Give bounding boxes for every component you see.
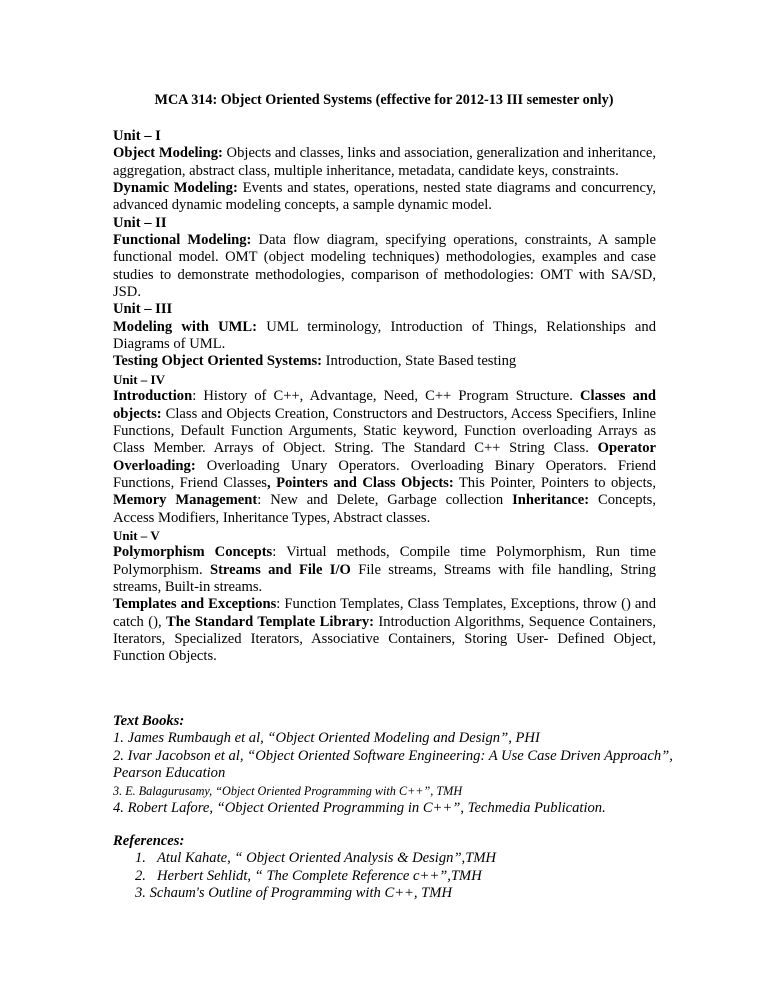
references-section xyxy=(113,833,673,903)
templates-heading: Templates and Exceptions xyxy=(113,596,277,613)
object-modeling-heading: Object Modeling: xyxy=(113,145,223,162)
reference-number: 1. xyxy=(135,850,146,867)
cpp-paragraph xyxy=(113,388,656,527)
inheritance-text: Concepts, Access Modifiers, Inheritance Types, Abstract classes. xyxy=(113,492,656,526)
unit-1-heading: Unit – I xyxy=(113,128,161,144)
pointers-text: This Pointer, Pointers to objects, xyxy=(453,474,656,491)
references-heading: References: xyxy=(113,833,185,849)
introduction-heading: Introduction xyxy=(113,388,193,405)
object-modeling-paragraph xyxy=(113,145,656,180)
polymorphism-text: : Virtual methods, Compile time Polymorphism, Run time Polymorphism. xyxy=(113,544,656,578)
pointers-heading: , Pointers and Class Objects: xyxy=(266,474,454,491)
functional-modeling-heading: Functional Modeling: xyxy=(113,232,252,249)
reference-item xyxy=(113,885,673,902)
text-books-section xyxy=(113,713,673,817)
memory-management-text: : New and Delete, Garbage collection xyxy=(257,492,513,509)
functional-modeling-text: Data flow diagram, specifying operations, constraints, A sample functional model. OMT (object modeling techniques) methodologies, examples and case studies to demonstrate methodologies, comparison of methodologies: OMT with SA/SD, JSD. xyxy=(113,232,657,301)
syllabus-content xyxy=(113,128,656,666)
templates-paragraph xyxy=(113,596,656,665)
reference-text: Herbert Sehlidt, “ The Complete Reference c++”,TMH xyxy=(157,867,482,884)
stl-heading: The Standard Template Library: xyxy=(166,613,374,630)
testing-heading: Testing Object Oriented Systems: xyxy=(113,353,323,370)
reference-number: 2. xyxy=(135,867,146,884)
templates-text: : Function Templates, Class Templates, Exceptions, throw () and catch (), xyxy=(113,596,656,630)
text-book-item: 3. E. Balagurusamy, “Object Oriented Programming with C++”, TMH xyxy=(113,783,463,798)
dynamic-modeling-heading: Dynamic Modeling: xyxy=(113,180,238,197)
reference-text: Atul Kahate, “ Object Oriented Analysis & Design”,TMH xyxy=(157,850,497,867)
text-book-item: 1. James Rumbaugh et al, “Object Oriented Modeling and Design”, PHI xyxy=(113,730,540,747)
uml-heading: Modeling with UML: xyxy=(113,318,258,335)
dynamic-modeling-paragraph xyxy=(113,180,656,215)
testing-text: Introduction, State Based testing xyxy=(322,353,517,370)
text-books-heading: Text Books: xyxy=(113,713,185,729)
uml-text: UML terminology, Introduction of Things, Relationships and Diagrams of UML. xyxy=(113,318,656,353)
text-book-item: 4. Robert Lafore, “Object Oriented Programming in C++”, Techmedia Publication. xyxy=(113,800,606,817)
memory-management-heading: Memory Management xyxy=(113,492,258,509)
functional-modeling-paragraph xyxy=(113,232,656,301)
polymorphism-paragraph xyxy=(113,544,656,596)
reference-item xyxy=(113,868,673,885)
dynamic-modeling-text: Events and states, operations, nested state diagrams and concurrency, advanced dynamic modeling concepts, a sample dynamic model. xyxy=(113,180,657,214)
inheritance-heading: Inheritance: xyxy=(512,492,590,509)
operator-overloading-text: Overloading Unary Operators. Overloading Binary Operators. Friend Functions, Friend Classes xyxy=(113,457,656,491)
streams-text: File streams, Streams with file handling, String streams, Built-in streams. xyxy=(113,561,656,595)
classes-objects-heading: Classes and objects: xyxy=(113,388,656,422)
streams-heading: Streams and File I/O xyxy=(209,561,351,578)
object-modeling-text: Objects and classes, links and association, generalization and inheritance, aggregation, abstract class, multiple inheritance, metadata, candidate keys, constraints. xyxy=(113,145,656,179)
text-book-item: 2. Ivar Jacobson et al, “Object Oriented Software Engineering: A Use Case Driven Approach”, Pearson Education xyxy=(113,747,673,782)
introduction-text: : History of C++, Advantage, Need, C++ Program Structure. xyxy=(192,388,580,405)
reference-item xyxy=(113,850,673,867)
unit-5-heading: Unit – V xyxy=(113,527,160,543)
operator-overloading-heading: Operator Overloading: xyxy=(113,440,656,474)
unit-3-heading: Unit – III xyxy=(113,301,173,318)
classes-objects-text: Class and Objects Creation, Constructors and Destructors, Access Specifiers, Inline Functions, Default Function Arguments, Static keyword, Function overloading Arrays as Class Member. Arrays of Object. String. The Standard C++ String Class. xyxy=(113,405,656,457)
stl-text: Introduction Algorithms, Sequence Containers, Iterators, Specialized Iterators, Associative Containers, Storing User- Defined Object, Function Objects. xyxy=(113,613,657,665)
uml-paragraph xyxy=(113,319,656,354)
page-title: MCA 314: Object Oriented Systems (effective for 2012-13 III semester only) xyxy=(154,92,614,108)
reference-text: 3. Schaum's Outline of Programming with C++, TMH xyxy=(135,885,452,902)
testing-paragraph xyxy=(113,353,656,370)
unit-4-heading: Unit – IV xyxy=(113,371,166,387)
polymorphism-heading: Polymorphism Concepts xyxy=(113,544,273,561)
unit-2-heading: Unit – II xyxy=(113,214,167,231)
